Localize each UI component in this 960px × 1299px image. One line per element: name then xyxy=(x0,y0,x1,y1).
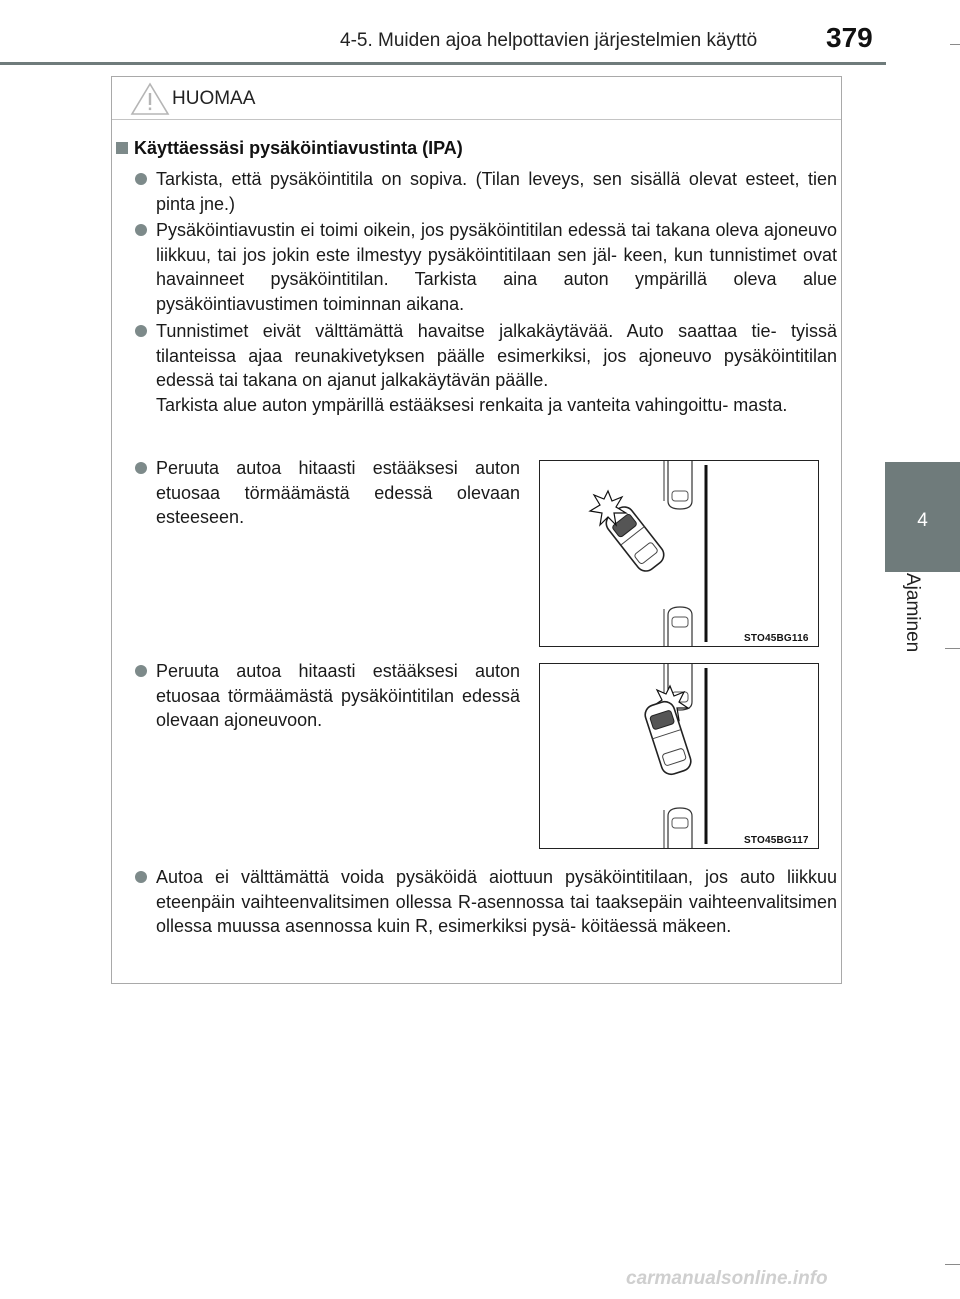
figure-code: STO45BG117 xyxy=(744,835,809,846)
illustration-parking-vehicle xyxy=(539,663,819,849)
running-header-title: 4-5. Muiden ajoa helpottavien järjestelmien käyttö xyxy=(340,30,758,51)
bullet-extra-text: Tarkista alue auton ympärillä estääksesi renkaita ja vanteita vahingoittu- masta. xyxy=(156,394,788,415)
bullet-dot-icon xyxy=(135,665,147,677)
parked-car-rear-icon xyxy=(664,808,692,848)
bullet-item xyxy=(156,167,837,216)
chapter-label: Ajaminen xyxy=(902,573,923,653)
section-title xyxy=(116,138,463,159)
illustration-parking-obstacle xyxy=(539,460,819,647)
bullet-dot-icon xyxy=(135,224,147,236)
figure-code: STO45BG116 xyxy=(744,633,809,644)
bullet-dot-icon xyxy=(135,325,147,337)
square-bullet-icon xyxy=(116,142,128,154)
reversing-car-icon xyxy=(643,699,694,777)
watermark: carmanualsonline.info xyxy=(626,1268,828,1289)
crop-mark xyxy=(945,1264,960,1265)
bullet-text: Tarkista, että pysäköintitila on sopiva. (Tilan leveys, sen sisällä olevat esteet, tien pinta jne.) xyxy=(156,169,837,214)
notice-title: HUOMAA xyxy=(172,88,256,109)
bullet-text: Autoa ei välttämättä voida pysäköidä aiottuun pysäköintitilaan, jos auto liikkuu eteenpäin vaihteenvalitsimen ollessa R-asennossa tai taaksepäin vaihteenvalitsimen ollessa muussa asennossa kuin R, esimerkiksi pysä- köitäessä mäkeen. xyxy=(156,867,837,936)
bullet-dot-icon xyxy=(135,871,147,883)
bullet-text: Pysäköintiavustin ei toimi oikein, jos pysäköintitilan edessä tai takana oleva ajoneuvo liikkuu, tai jos jokin este ilmestyy pysäköintitilaan sen jäl- keen, kun tunnistimet ovat havainneet pysäköintitilan. Tarkista aina auton ympärillä oleva alue pysäköintiavustimen toiminnan aikana. xyxy=(156,220,837,314)
bullet-item xyxy=(156,659,520,733)
bullet-text: Peruuta autoa hitaasti estääksesi auton etuosaa törmäämästä pysäköintitilan edessä olevaan ajoneuvoon. xyxy=(156,661,520,730)
bullet-text: Tunnistimet eivät välttämättä havaitse jalkakäytävää. Auto saattaa tie- tyissä tilanteissa ajaa reunakivetyksen päälle esimerkiksi, jos ajoneuvo pysäköintitilan edessä tai takana on ajanut jalkakäytävän päälle. xyxy=(156,321,837,390)
parking-scene-2-icon xyxy=(540,664,818,848)
page-number: 379 xyxy=(826,22,873,53)
bullet-text: Peruuta autoa hitaasti estääksesi auton etuosaa törmäämästä edessä olevaan esteeseen. xyxy=(156,458,520,527)
parking-scene-1-icon xyxy=(540,461,818,646)
bullet-dot-icon xyxy=(135,462,147,474)
bullet-item xyxy=(156,456,520,530)
chapter-tab xyxy=(885,462,960,572)
chapter-number: 4 xyxy=(917,510,928,531)
bullet-dot-icon xyxy=(135,173,147,185)
section-title-text: Käyttäessäsi pysäköintiavustinta (IPA) xyxy=(134,138,463,158)
warning-triangle-icon xyxy=(130,82,170,116)
notice-header xyxy=(112,77,841,120)
bullet-item xyxy=(156,218,837,316)
bullet-item xyxy=(156,865,837,939)
parked-car-front-icon xyxy=(664,461,692,509)
crop-mark xyxy=(945,648,960,649)
header-rule xyxy=(0,62,886,65)
bullet-item xyxy=(156,319,837,417)
parked-car-rear-icon xyxy=(664,607,692,646)
crop-mark xyxy=(950,44,960,45)
